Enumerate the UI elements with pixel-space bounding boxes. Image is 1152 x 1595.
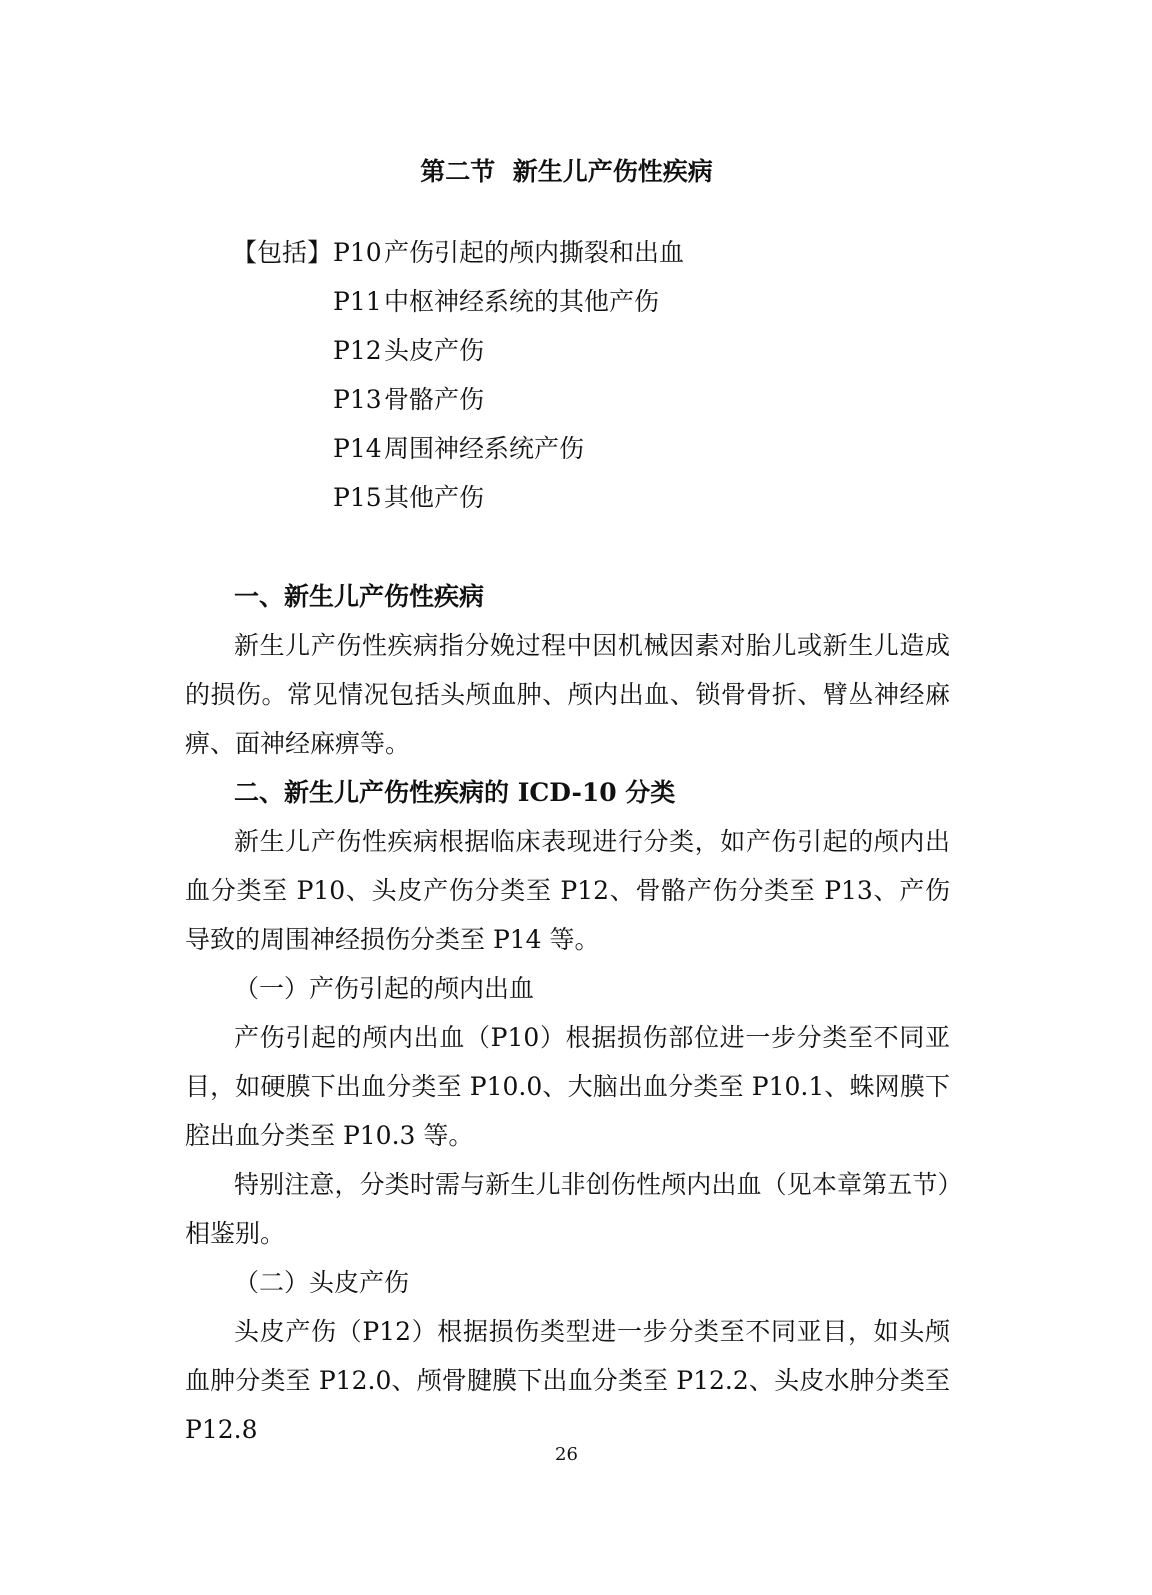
includes-code: P15	[333, 483, 382, 512]
includes-item	[232, 279, 952, 328]
paragraph: 特别注意，分类时需与新生儿非创伤性颅内出血（见本章第五节）相鉴别。	[185, 1170, 950, 1248]
body-text	[185, 572, 950, 1454]
section-title: 第二节 新生儿产伤性疾病	[420, 157, 713, 186]
includes-code: P13	[333, 385, 382, 414]
includes-item	[232, 377, 952, 426]
paragraph: 头皮产伤（P12）根据损伤类型进一步分类至不同亚目，如头颅血肿分类至 P12.0、颅骨腱膜下出血分类至 P12.2、头皮水肿分类至 P12.8	[185, 1317, 950, 1444]
includes-item	[232, 230, 952, 279]
includes-code: P12	[333, 336, 382, 365]
includes-item	[232, 328, 952, 377]
includes-text: 其他产伤	[384, 483, 485, 512]
includes-code: P11	[333, 287, 382, 316]
subsection-heading-2: （二）头皮产伤	[234, 1268, 410, 1297]
includes-item	[232, 426, 952, 475]
section-heading-1: 一、新生儿产伤性疾病	[234, 582, 485, 611]
includes-text: 产伤引起的颅内撕裂和出血	[384, 238, 685, 267]
section-heading-2: 二、新生儿产伤性疾病的 ICD-10 分类	[234, 778, 676, 807]
includes-text: 头皮产伤	[384, 336, 485, 365]
page-number: 26	[555, 1444, 578, 1465]
paragraph: 新生儿产伤性疾病根据临床表现进行分类，如产伤引起的颅内出血分类至 P10、头皮产伤分类至 P12、骨骼产伤分类至 P13、产伤导致的周围神经损伤分类至 P14 等。	[185, 827, 950, 954]
includes-text: 周围神经系统产伤	[384, 434, 585, 463]
paragraph: 产伤引起的颅内出血（P10）根据损伤部位进一步分类至不同亚目，如硬膜下出血分类至 P10.0、大脑出血分类至 P10.1、蛛网膜下腔出血分类至 P10.3 等。	[185, 1023, 950, 1150]
includes-label: 【包括】	[232, 238, 333, 267]
includes-text: 中枢神经系统的其他产伤	[384, 287, 660, 316]
includes-text: 骨骼产伤	[384, 385, 485, 414]
includes-list	[232, 230, 952, 524]
includes-item	[232, 475, 952, 524]
subsection-heading-1: （一）产伤引起的颅内出血	[234, 974, 535, 1003]
includes-code: P10	[333, 238, 382, 267]
includes-code: P14	[333, 434, 382, 463]
paragraph: 新生儿产伤性疾病指分娩过程中因机械因素对胎儿或新生儿造成的损伤。常见情况包括头颅血肿、颅内出血、锁骨骨折、臂丛神经麻痹、面神经麻痹等。	[185, 631, 950, 758]
